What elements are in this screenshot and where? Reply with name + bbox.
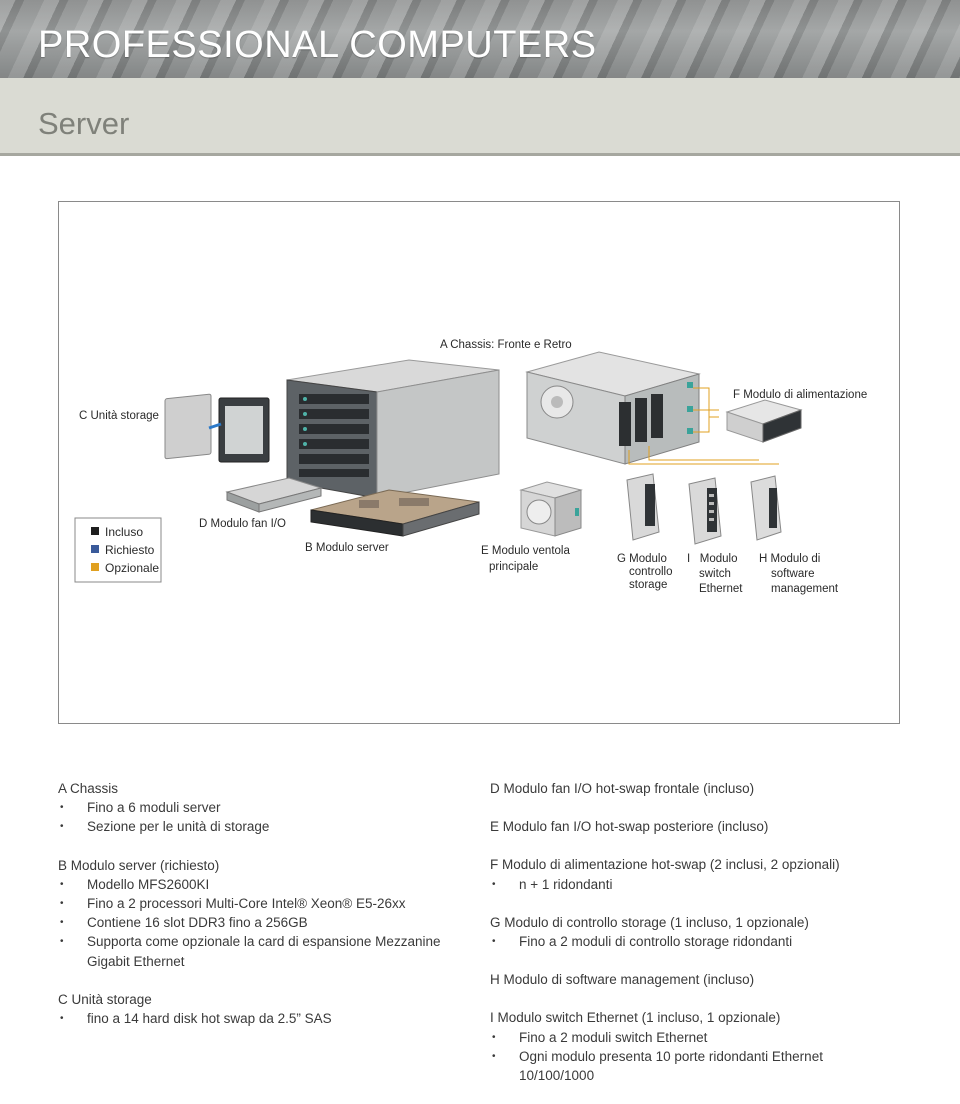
main-fan-image <box>521 482 581 536</box>
fan-module-image <box>227 478 321 512</box>
legend <box>75 518 161 582</box>
section-storage-control <box>490 913 910 951</box>
header-banner <box>0 0 960 78</box>
label-storage-unit: C Unità storage <box>79 410 159 422</box>
server-module-image <box>311 490 479 536</box>
section-title: Server <box>38 106 130 141</box>
storage-unit-image <box>165 394 269 462</box>
server-diagram <box>58 201 900 724</box>
section-heading: G Modulo di controllo storage (1 incluso, 1 opzionale) <box>490 914 809 930</box>
section-heading: H Modulo di software management (incluso) <box>490 972 755 988</box>
bullet-continuation: Gigabit Ethernet <box>87 953 185 969</box>
label-main-fan-line2: principale <box>489 561 539 573</box>
section-rear-fan <box>490 817 910 836</box>
spec-column-left <box>58 779 458 1047</box>
storage-control-module-image <box>627 474 659 540</box>
legend-label-included: Incluso <box>105 525 144 539</box>
section-heading: D Modulo fan I/O hot-swap frontale (incluso) <box>490 781 755 796</box>
label-storage-control-line2: controllo <box>629 566 673 578</box>
label-storage-control-line3: storage <box>629 579 668 591</box>
label-switch-line2: switch <box>699 568 731 580</box>
bullet-item: • Fino a 2 moduli switch Ethernet <box>490 1028 910 1047</box>
label-switch-line1: I Modulo <box>687 553 738 565</box>
label-software-line2: software <box>771 568 815 580</box>
section-chassis <box>58 779 458 837</box>
bullet-item: • n + 1 ridondanti <box>490 875 910 894</box>
legend-swatch-included <box>91 527 99 535</box>
bullet-continuation: 10/100/1000 <box>519 1068 595 1084</box>
section-power-module <box>490 855 910 893</box>
label-main-fan-line1: E Modulo ventola <box>481 545 570 557</box>
bullet-item: • Contiene 16 slot DDR3 fino a 256GB <box>58 913 458 932</box>
section-heading: A Chassis <box>58 781 119 796</box>
section-heading: B Modulo server (richiesto) <box>58 857 220 873</box>
section-software-management <box>490 970 910 989</box>
label-power-module: F Modulo di alimentazione <box>733 389 868 401</box>
power-module-image <box>727 400 801 442</box>
label-software-line1: H Modulo di <box>759 553 821 565</box>
software-module-image <box>751 476 781 540</box>
spec-column-right <box>490 779 910 1104</box>
bullet-item: • Fino a 6 moduli server <box>58 798 458 817</box>
section-banner <box>0 78 960 156</box>
label-software-line3: management <box>771 583 839 595</box>
bullet-item: • Supporta come opzionale la card di espansione Mezzanine <box>58 932 458 951</box>
legend-label-required: Richiesto <box>105 543 155 557</box>
switch-module-image <box>689 478 721 544</box>
label-fan-module: D Modulo fan I/O <box>199 518 286 530</box>
section-front-fan <box>490 779 910 798</box>
chassis-rear-image <box>527 352 699 464</box>
section-storage-unit <box>58 990 458 1028</box>
page-brand-title: PROFESSIONAL COMPUTERS <box>38 24 597 66</box>
section-heading: F Modulo di alimentazione hot-swap (2 inclusi, 2 opzionali) <box>490 857 840 873</box>
legend-swatch-required <box>91 545 99 553</box>
bullet-item: • Modello MFS2600KI <box>58 875 458 894</box>
chassis-front-image <box>287 360 499 498</box>
bullet-item: • Fino a 2 processori Multi-Core Intel® Xeon® E5-26xx <box>58 894 458 913</box>
legend-swatch-optional <box>91 563 99 571</box>
label-chassis: A Chassis: Fronte e Retro <box>440 339 572 351</box>
bullet-item: • Fino a 2 moduli di controllo storage ridondanti <box>490 932 910 951</box>
bullet-item: • Ogni modulo presenta 10 porte ridondanti Ethernet <box>490 1047 910 1066</box>
bullet-item: • Sezione per le unità di storage <box>58 817 458 836</box>
section-heading: C Unità storage <box>58 991 152 1007</box>
server-diagram-graphic <box>59 202 899 723</box>
bullet-item: • fino a 14 hard disk hot swap da 2.5” SAS <box>58 1009 458 1028</box>
label-switch-line3: Ethernet <box>699 583 743 595</box>
section-server-module <box>58 856 458 971</box>
label-storage-control-line1: G Modulo <box>617 553 667 565</box>
label-server-module: B Modulo server <box>305 542 389 554</box>
section-switch-module <box>490 1008 910 1085</box>
section-heading: I Modulo switch Ethernet (1 incluso, 1 opzionale) <box>490 1010 781 1026</box>
section-heading: E Modulo fan I/O hot-swap posteriore (incluso) <box>490 819 769 835</box>
legend-label-optional: Opzionale <box>105 561 160 575</box>
